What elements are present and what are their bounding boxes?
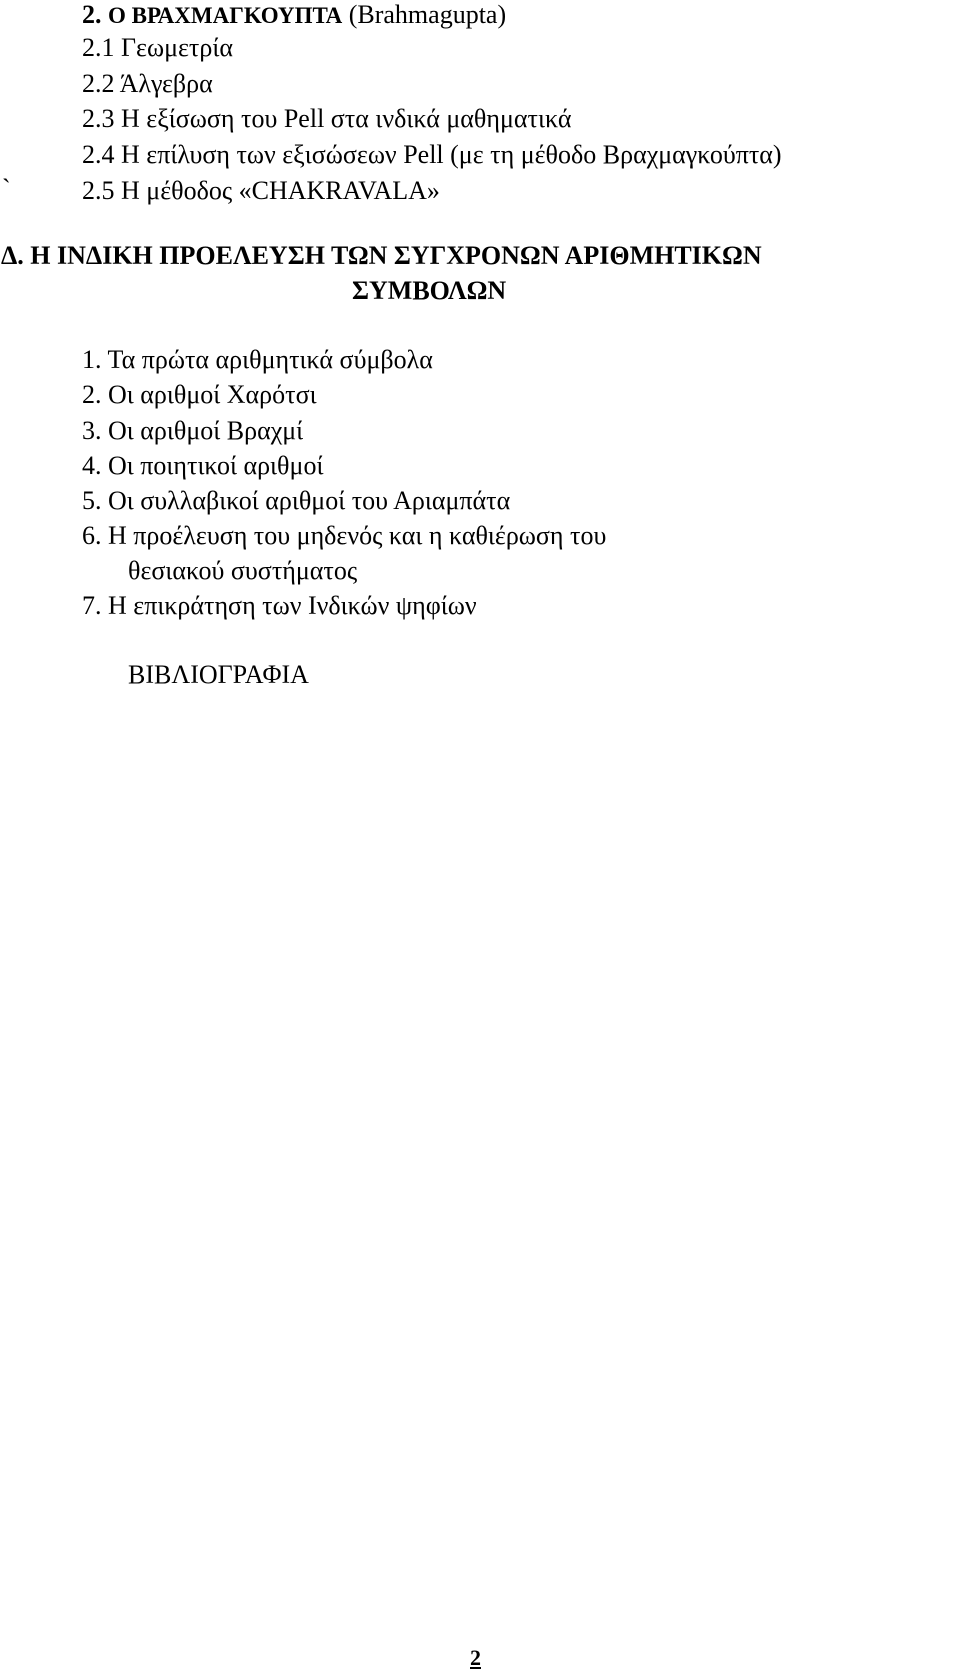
section-d-heading-line2: ΣΥΜΒΟΛΩΝ <box>352 276 507 305</box>
chapter-number: 2. <box>82 0 102 29</box>
chapter-title: Ο ΒΡΑΧΜΑΓΚΟΥΠΤΑ <box>108 3 343 28</box>
toc-item-2-2: 2.2 Άλγεβρα <box>82 69 213 98</box>
section-d-heading-line1: Δ. Η ΙΝΔΙΚΗ ΠΡΟΕΛΕΥΣΗ ΤΩΝ ΣΥΓΧΡΟΝΩΝ ΑΡΙΘΜΗΤΙΚΩΝ <box>1 241 762 270</box>
toc-item-d-7: 7. Η επικράτηση των Ινδικών ψηφίων <box>82 591 477 620</box>
toc-item-d-2: 2. Οι αριθμοί Χαρότσι <box>82 380 317 409</box>
toc-item-d-6: 6. Η προέλευση του μηδενός και η καθιέρωση του <box>82 521 607 550</box>
toc-item-d-5: 5. Οι συλλαβικοί αριθμοί του Αριαμπάτα <box>82 486 511 515</box>
toc-item-d-4: 4. Οι ποιητικοί αριθμοί <box>82 451 324 480</box>
toc-item-d-3: 3. Οι αριθμοί Βραχμί <box>82 416 304 445</box>
toc-item-2-4: 2.4 Η επίλυση των εξισώσεων Pell (με τη μέθοδο Βραχμαγκούπτα) <box>82 140 782 169</box>
toc-item-2-5: 2.5 Η μέθοδος «CHAKRAVALA» <box>82 176 440 205</box>
toc-item-2-1: 2.1 Γεωμετρία <box>82 33 233 62</box>
chapter-subtitle: (Brahmagupta) <box>348 0 507 29</box>
chapter-heading <box>82 0 506 31</box>
page-number: 2 <box>470 1645 481 1670</box>
toc-item-d-6-cont: θεσιακού συστήματος <box>128 556 358 585</box>
bibliography-entry: ΒΙΒΛΙΟΓΡΑΦΙΑ <box>128 660 309 689</box>
toc-item-d-1: 1. Τα πρώτα αριθμητικά σύμβολα <box>82 345 433 374</box>
toc-item-2-3: 2.3 Η εξίσωση του Pell στα ινδικά μαθηματικά <box>82 104 572 133</box>
stray-mark: ` <box>2 174 11 203</box>
